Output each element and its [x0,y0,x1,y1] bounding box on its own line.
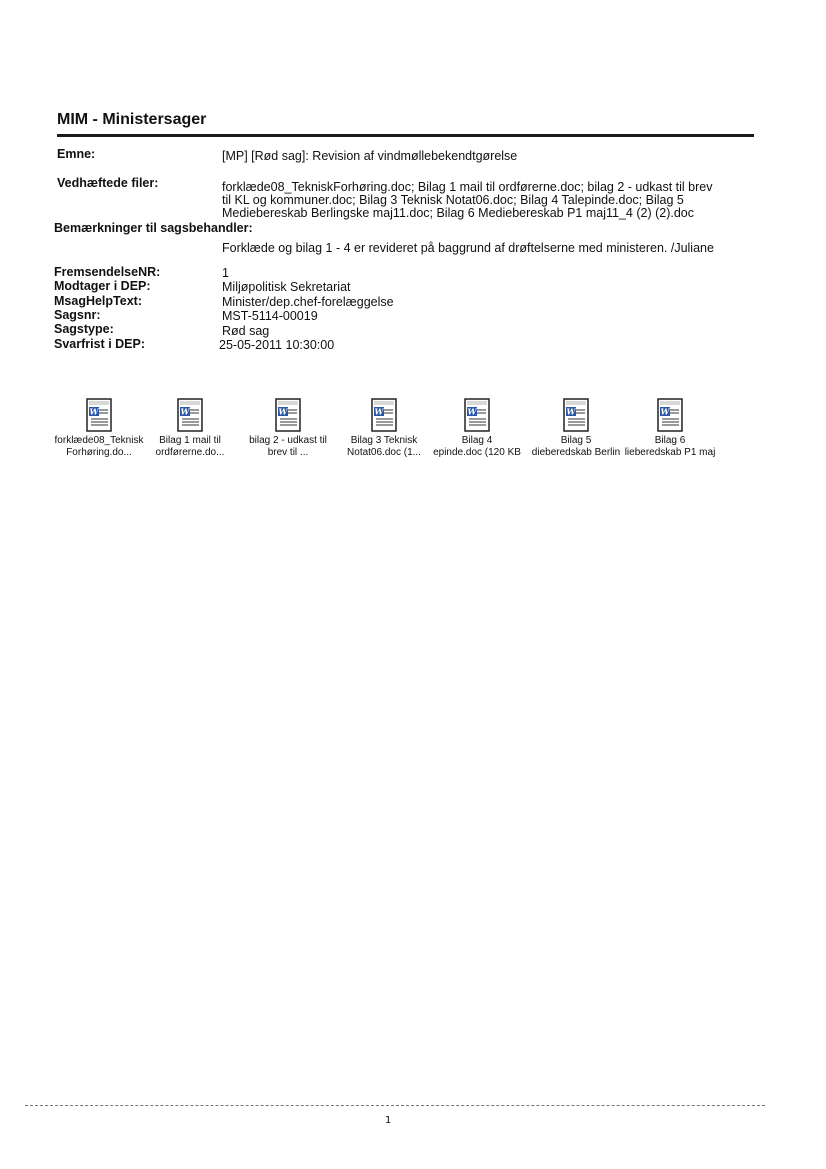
attachment-tile[interactable] [431,398,523,459]
attachment-name-line: Bilag 4 [461,435,493,446]
modtager-value: Miljøpolitisk Sekretariat [222,280,351,294]
remarks-label: Bemærkninger til sagsbehandler: [54,221,253,235]
attachments-line: Mediebereskab Berlingske maj11.doc; Bilag 6 Mediebereskab P1 maj11_4 (2) (2).doc [222,206,695,220]
fremsendelse-value: 1 [222,266,229,280]
attachment-name-line: ordførerne.do... [155,447,225,458]
sagstype-label: Sagstype: [54,322,114,336]
word-document-icon [464,398,490,432]
attachment-name-line: lieberedskab P1 maj [624,447,716,458]
attachment-name-line: brev til ... [267,447,309,458]
emne-value: [MP] [Rød sag]: Revision af vindmøllebekendtgørelse [222,149,518,163]
word-document-icon [657,398,683,432]
attachment-name-line: dieberedskab Berlin [531,447,621,458]
attachment-name-line: Bilag 3 Teknisk [350,435,418,446]
attachment-name-line: bilag 2 - udkast til [249,435,327,446]
word-document-icon [275,398,301,432]
emne-label: Emne: [57,147,96,161]
svg-text:W: W [89,406,99,417]
attachment-name-line: Forhøring.do... [66,447,132,458]
svarfrist-label: Svarfrist i DEP: [54,337,146,351]
svg-text:W: W [180,406,190,417]
attachment-tile[interactable] [530,398,622,459]
attachments-list-text [222,181,752,220]
attachment-name-line: epinde.doc (120 KB [433,447,521,458]
attachment-name-line: Bilag 6 [654,435,686,446]
attachment-name-line: Bilag 5 [560,435,592,446]
sagstype-value: Rød sag [222,324,270,338]
word-document-icon [563,398,589,432]
attachment-tile[interactable] [624,398,716,459]
svg-text:W: W [660,406,670,417]
msaghelptext-label: MsagHelpText: [54,294,142,308]
title-divider [57,134,754,137]
fremsendelse-label: FremsendelseNR: [54,265,161,279]
attachment-tile[interactable] [338,398,430,459]
svg-text:W: W [467,406,477,417]
svg-text:W: W [278,406,288,417]
attachment-tile[interactable] [53,398,145,459]
attachment-tile[interactable] [144,398,236,459]
attachments-line: forklæde08_TekniskForhøring.doc; Bilag 1 mail til ordførerne.doc; bilag 2 - udkast til brev [222,180,713,194]
remarks-value: Forklæde og bilag 1 - 4 er revideret på baggrund af drøftelserne med ministeren. /Juliane [222,241,714,255]
word-document-icon [86,398,112,432]
attachments-line: til KL og kommuner.doc; Bilag 3 Teknisk Notat06.doc; Bilag 4 Talepinde.doc; Bilag 5 [222,193,684,207]
attachment-name-line: Bilag 1 mail til [159,435,221,446]
page-title: MIM - Ministersager [57,111,207,128]
sagsnr-label: Sagsnr: [54,308,101,322]
svg-text:W: W [566,406,576,417]
attachment-name-line: Notat06.doc (1... [347,447,421,458]
msaghelptext-value: Minister/dep.chef-forelæggelse [222,295,394,309]
word-document-icon [177,398,203,432]
sagsnr-value: MST-5114-00019 [222,309,318,323]
svarfrist-value: 25-05-2011 10:30:00 [219,338,335,352]
word-document-icon [371,398,397,432]
attachments-label: Vedhæftede filer: [57,176,159,190]
attachment-tile[interactable] [242,398,334,459]
svg-text:W: W [374,406,384,417]
attachment-name-line: forklæde08_Teknisk [54,435,144,446]
page-number: 1 [385,1115,392,1126]
footer-divider [25,1105,765,1106]
modtager-label: Modtager i DEP: [54,279,151,293]
